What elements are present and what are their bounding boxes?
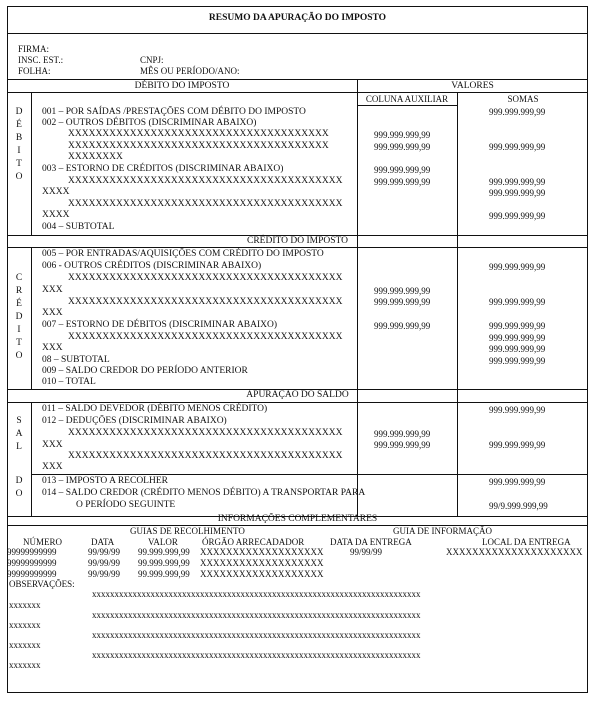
vertical-letter: O [15, 172, 23, 182]
debito-detail: XXXXXXXXXXXXXXXXXXXXXXXXXXXXXXXXXXXXXX [68, 141, 329, 151]
divider [31, 247, 32, 389]
vertical-letter: A [15, 429, 23, 439]
debito-aux-value: 999.999.999,99 [374, 130, 431, 140]
valor-cell: 99.999.999,99 [138, 569, 190, 579]
firma-label: FIRMA: [18, 44, 50, 54]
debito-detail: XXXXXXXX [68, 152, 123, 162]
apuracao-aux-value: 999.999.999,99 [374, 429, 431, 439]
credito-detail: XXXXXXXXXXXXXXXXXXXXXXXXXXXXXXXXXXXXXXXX [68, 273, 343, 283]
debito-detail: XXXXXXXXXXXXXXXXXXXXXXXXXXXXXXXXXXXXXXXX [68, 199, 343, 209]
credito-line-008: 08 – SUBTOTAL [42, 355, 110, 365]
debito-header: DÉBITO DO IMPOSTO [134, 81, 230, 91]
credito-aux-value: 999.999.999,99 [374, 286, 431, 296]
local-entrega-value: XXXXXXXXXXXXXXXXXXXXX [446, 547, 583, 557]
divider [31, 474, 588, 475]
credito-line-007: 007 – ESTORNO DE DÉBITOS (DISCRIMINAR ABAIXO) [42, 320, 278, 330]
col-data-header: DATA [91, 537, 115, 547]
divider [7, 247, 588, 248]
vertical-letter: I [17, 146, 21, 156]
credito-sum-value: 999.999.999,99 [489, 297, 546, 307]
vertical-letter: C [15, 273, 23, 283]
credito-sum-value: 999.999.999,99 [489, 356, 546, 366]
vertical-letter: T [16, 338, 22, 348]
divider [357, 92, 588, 93]
debito-line-004: 004 – SUBTOTAL [42, 222, 115, 232]
divider [7, 33, 588, 34]
vertical-letter: I [17, 325, 21, 335]
data-entrega-value: 99/99/99 [350, 547, 383, 557]
saldo-vertical-label [13, 476, 25, 502]
apuracao-sum-value: 999.999.999,99 [489, 405, 546, 415]
guia-informacao-label: GUIA DE INFORMAÇÃO [393, 526, 493, 536]
credito-detail: XXX [42, 285, 63, 295]
debito-detail: XXXX [42, 187, 70, 197]
apuracao-detail: XXX [42, 440, 63, 450]
apuracao-aux-value: 999.999.999,99 [374, 440, 431, 450]
debito-sum-value: 999.999.999,99 [489, 188, 546, 198]
guias-recolhimento-label: GUIAS DE RECOLHIMENTO [130, 526, 245, 536]
vertical-letter: B [15, 133, 23, 143]
credito-sum-value: 999.999.999,99 [489, 262, 546, 272]
credito-line-006: 006 - OUTROS CRÉDITOS (DISCRIMINAR ABAIXO) [42, 261, 262, 271]
divider [357, 105, 458, 106]
observacao-line: xxxxxxxxxxxxxxxxxxxxxxxxxxxxxxxxxxxxxxxxxxxxxxxxxxxxxxxxxxxxxxxxxxxxxxxxx [92, 630, 421, 640]
apuracao-line-011: 011 – SALDO DEVEDOR (DÉBITO MENOS CRÉDITO) [42, 404, 268, 414]
credito-line-010: 010 – TOTAL [42, 377, 96, 387]
divider [457, 92, 458, 516]
vertical-letter: É [16, 299, 22, 309]
vertical-letter: O [15, 351, 23, 361]
vertical-letter: L [16, 442, 22, 452]
vertical-letter: O [15, 489, 23, 499]
info-header: INFORMAÇÕES COMPLEMENTARES [217, 514, 378, 524]
divider [31, 402, 32, 516]
col-orgao-header: ÓRGÃO ARRECADADOR [202, 537, 305, 547]
credito-header: CRÉDITO DO IMPOSTO [247, 236, 348, 246]
credito-sum-value: 999.999.999,99 [489, 321, 546, 331]
apuracao-line-013: 013 – IMPOSTO A RECOLHER [42, 476, 168, 486]
col-valor-header: VALOR [148, 537, 178, 547]
observacao-line: xxxxxxxxxxxxxxxxxxxxxxxxxxxxxxxxxxxxxxxxxxxxxxxxxxxxxxxxxxxxxxxxxxxxxxxxx [92, 589, 421, 599]
credito-vertical-label [13, 273, 25, 364]
valores-header: VALORES [451, 81, 494, 91]
col-local-entrega-header: LOCAL DA ENTREGA [482, 537, 571, 547]
debito-sum-value: 999.999.999,99 [489, 107, 546, 117]
valor-cell: 99.999.999,99 [138, 558, 190, 568]
saldo-vertical-label [13, 416, 25, 455]
numero-cell: 99999999999 [7, 569, 57, 579]
observacoes-label: OBSERVAÇÕES: [9, 579, 75, 589]
orgao-cell: XXXXXXXXXXXXXXXXXXX [200, 558, 324, 568]
divider [31, 92, 32, 235]
col-data-entrega-header: DATA DA ENTREGA [330, 537, 412, 547]
coluna-auxiliar-header: COLUNA AUXILIAR [365, 94, 449, 104]
numero-cell: 99999999999 [7, 558, 57, 568]
mes-periodo-label: MÊS OU PERÍODO/ANO: [140, 66, 240, 76]
insc-est-label: INSC. EST.: [18, 55, 64, 65]
observacao-line: xxxxxxx [9, 640, 41, 650]
observacao-line: xxxxxxx [9, 600, 41, 610]
credito-detail: XXXXXXXXXXXXXXXXXXXXXXXXXXXXXXXXXXXXXXXX [68, 332, 343, 342]
debito-sum-value: 999.999.999,99 [489, 177, 546, 187]
divider [357, 79, 358, 516]
credito-aux-value: 999.999.999,99 [374, 321, 431, 331]
debito-line-003: 003 – ESTORNO DE CRÉDITOS (DISCRIMINAR ABAIXO) [42, 164, 284, 174]
debito-aux-value: 999.999.999,99 [374, 165, 431, 175]
apuracao-sum-value: 999.999.999,99 [489, 477, 546, 487]
apuracao-detail: XXXXXXXXXXXXXXXXXXXXXXXXXXXXXXXXXXXXXXXX [68, 451, 343, 461]
debito-detail: XXXXXXXXXXXXXXXXXXXXXXXXXXXXXXXXXXXXXX [68, 129, 329, 139]
vertical-letter: R [15, 286, 23, 296]
vertical-letter: É [16, 120, 22, 130]
credito-detail: XXX [42, 343, 63, 353]
folha-label: FOLHA: [18, 66, 51, 76]
cnpj-label: CNPJ: [140, 55, 164, 65]
apuracao-sum-value: 999.999.999,99 [489, 440, 546, 450]
credito-sum-value: 999.999.999,99 [489, 333, 546, 343]
data-cell: 99/99/99 [88, 558, 121, 568]
debito-aux-value: 999.999.999,99 [374, 177, 431, 187]
vertical-letter: D [15, 312, 23, 322]
credito-sum-value: 999.999.999,99 [489, 344, 546, 354]
orgao-cell: XXXXXXXXXXXXXXXXXXX [200, 569, 324, 579]
apuracao-line-014-cont: O PERÍODO SEGUINTE [76, 500, 176, 510]
credito-line-009: 009 – SALDO CREDOR DO PERÍODO ANTERIOR [42, 366, 248, 376]
credito-aux-value: 999.999.999,99 [374, 297, 431, 307]
debito-sum-value: 999.999.999,99 [489, 211, 546, 221]
divider [7, 92, 357, 93]
observacao-line: xxxxxxx [9, 660, 41, 670]
orgao-cell: XXXXXXXXXXXXXXXXXXX [200, 547, 324, 557]
form-title: RESUMO DA APURAÇÃO DO IMPOSTO [208, 13, 387, 23]
vertical-letter: T [16, 159, 22, 169]
apuracao-line-014: 014 – SALDO CREDOR (CRÉDITO MENOS DÉBITO) A TRANSPORTAR PARA [42, 488, 366, 498]
credito-detail: XXXXXXXXXXXXXXXXXXXXXXXXXXXXXXXXXXXXXXXX [68, 297, 343, 307]
credito-line-005: 005 – POR ENTRADAS/AQUISIÇÕES COM CRÉDITO DO IMPOSTO [42, 249, 324, 259]
vertical-letter: S [16, 416, 22, 426]
debito-line-002: 002 – OUTROS DÉBITOS (DISCRIMINAR ABAIXO) [42, 118, 257, 128]
data-cell: 99/99/99 [88, 569, 121, 579]
debito-sum-value: 999.999.999,99 [489, 142, 546, 152]
data-cell: 99/99/99 [88, 547, 121, 557]
credito-detail: XXX [42, 308, 63, 318]
divider [7, 402, 588, 403]
debito-detail: XXXX [42, 210, 70, 220]
observacao-line: xxxxxxx [9, 620, 41, 630]
apuracao-detail: XXXXXXXXXXXXXXXXXXXXXXXXXXXXXXXXXXXXXXXX [68, 428, 343, 438]
debito-aux-value: 999.999.999,99 [374, 142, 431, 152]
debito-vertical-label [13, 107, 25, 185]
vertical-letter: D [15, 476, 23, 486]
valor-cell: 99.999.999,99 [138, 547, 190, 557]
observacao-line: xxxxxxxxxxxxxxxxxxxxxxxxxxxxxxxxxxxxxxxxxxxxxxxxxxxxxxxxxxxxxxxxxxxxxxxxx [92, 650, 421, 660]
vertical-letter: D [15, 107, 23, 117]
divider [7, 525, 588, 526]
apuracao-sum-value: 99/9.999.999,99 [489, 501, 548, 511]
somas-header: SOMAS [507, 94, 539, 104]
apuracao-detail: XXX [42, 462, 63, 472]
observacao-line: xxxxxxxxxxxxxxxxxxxxxxxxxxxxxxxxxxxxxxxxxxxxxxxxxxxxxxxxxxxxxxxxxxxxxxxxx [92, 610, 421, 620]
divider [7, 79, 588, 80]
debito-line-001: 001 – POR SAÍDAS /PRESTAÇÕES COM DÉBITO DO IMPOSTO [42, 107, 306, 117]
numero-cell: 99999999999 [7, 547, 57, 557]
apuracao-line-012: 012 – DEDUÇÕES (DISCRIMINAR ABAIXO) [42, 416, 227, 426]
col-numero-header: NÚMERO [23, 537, 63, 547]
apuracao-header: APURAÇÃO DO SALDO [246, 390, 349, 400]
debito-detail: XXXXXXXXXXXXXXXXXXXXXXXXXXXXXXXXXXXXXXXX [68, 176, 343, 186]
